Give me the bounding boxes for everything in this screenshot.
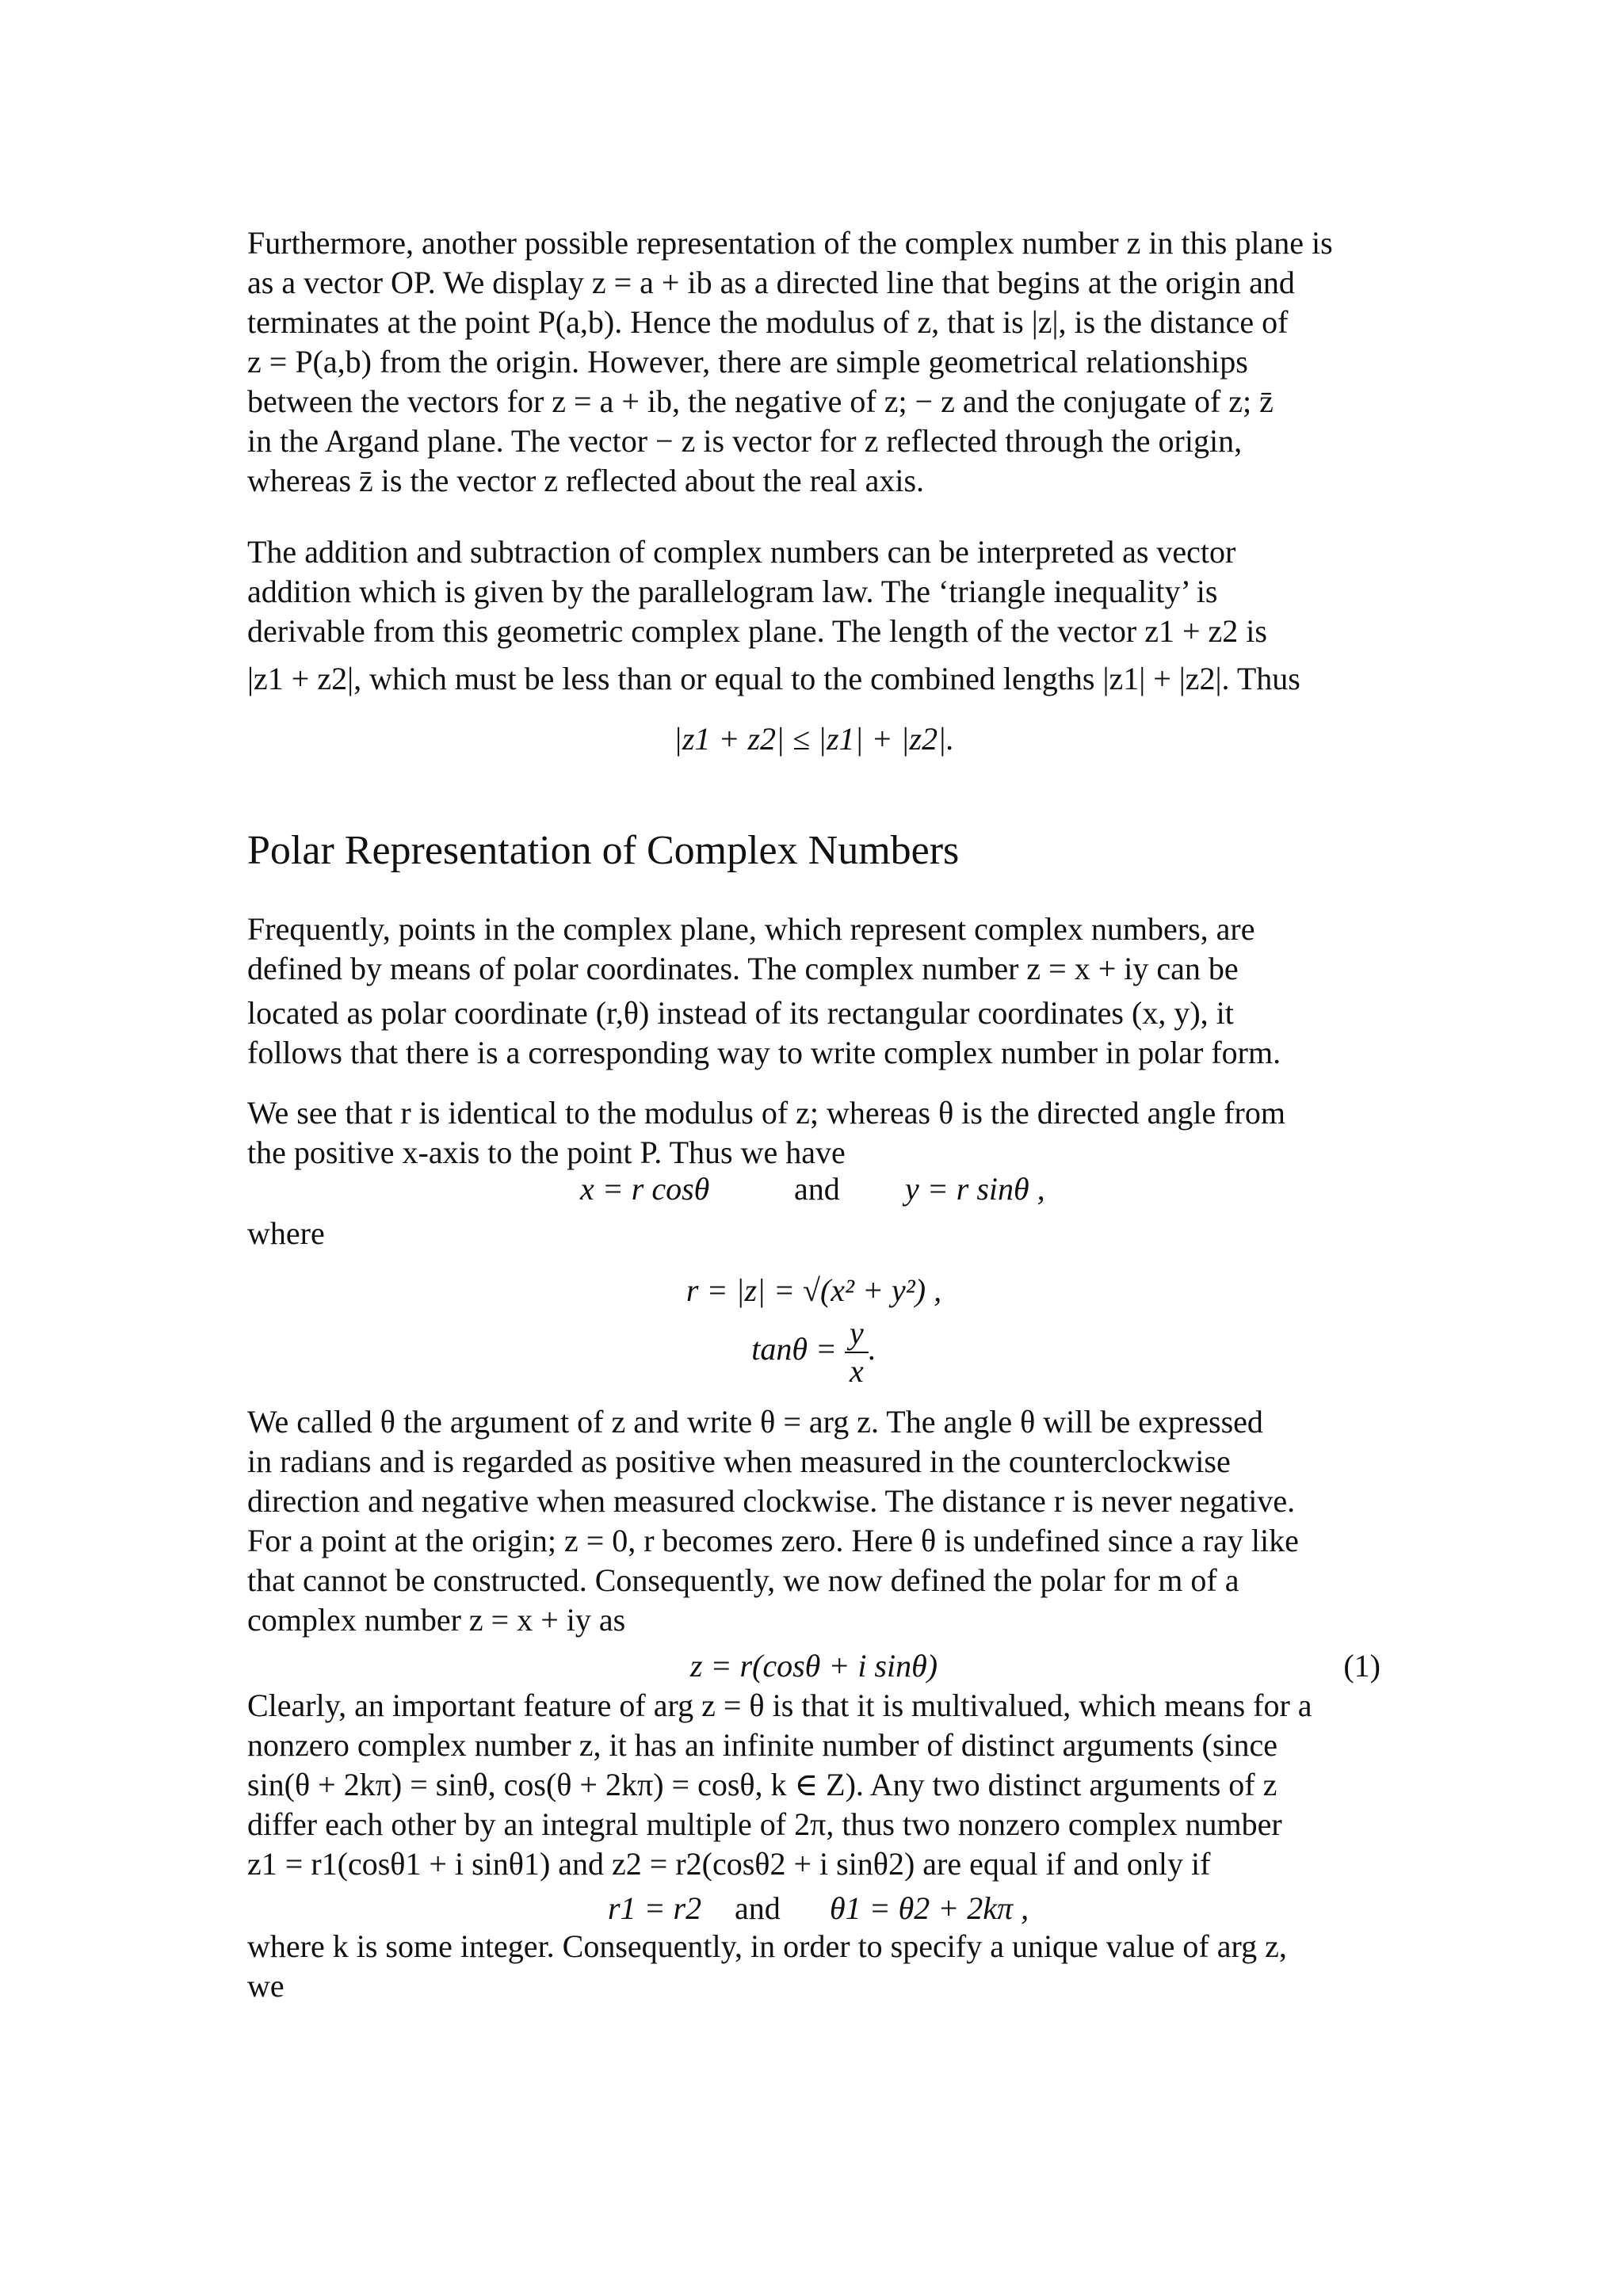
text-line: We see that r is identical to the modulus of z; whereas θ is the directed angle from — [247, 1095, 1285, 1131]
text-line: between the vectors for z = a + ib, the negative of z; − z and the conjugate of z; z̄ — [247, 383, 1274, 419]
text-line: differ each other by an integral multiple of 2π, thus two nonzero complex number — [247, 1806, 1282, 1842]
section-heading: Polar Representation of Complex Numbers — [247, 828, 960, 873]
text-line: Frequently, points in the complex plane, which represent complex numbers, are — [247, 911, 1255, 947]
text-line: located as polar coordinate (r,θ) instead of its rectangular coordinates (x, y), it — [247, 995, 1234, 1031]
paragraph-triangle-inequality — [247, 532, 1381, 699]
text-line: terminates at the point P(a,b). Hence the modulus of z, that is |z|, is the distance of — [247, 304, 1289, 340]
paragraph-polar-coordinates — [247, 910, 1381, 1073]
where-text: where — [247, 1215, 325, 1251]
paragraph-vector-representation — [247, 223, 1381, 501]
equation-tan-end: . — [868, 1331, 876, 1367]
equation-r-equal: r1 = r2 — [608, 1890, 702, 1926]
equation-triangle-inequality: |z1 + z2| ≤ |z1| + |z2|. — [673, 721, 955, 757]
text-line: nonzero complex number z, it has an infinite number of distinct arguments (since — [247, 1727, 1278, 1763]
text-line: addition which is given by the parallelogram law. The ‘triangle inequality’ is — [247, 574, 1218, 609]
equation-polar-form-text: z = r(cosθ + i sinθ) — [689, 1648, 938, 1684]
paragraph-argument — [247, 1402, 1381, 1640]
text-line: as a vector OP. We display z = a + ib as a directed line that begins at the origin and — [247, 265, 1295, 300]
text-line: z1 = r1(cosθ1 + i sinθ1) and z2 = r2(cosθ2 + i sinθ2) are equal if and only if — [247, 1846, 1211, 1882]
text-line: we — [247, 1968, 285, 2004]
text-line: For a point at the origin; z = 0, r becomes zero. Here θ is undefined since a ray like — [247, 1523, 1299, 1558]
text-line: follows that there is a corresponding way to write complex number in polar form. — [247, 1035, 1281, 1070]
text-line: |z1 + z2|, which must be less than or equal to the combined lengths |z1| + |z2|. Thus — [247, 661, 1300, 696]
fraction-denominator: x — [850, 1353, 864, 1389]
fraction — [845, 1315, 869, 1390]
equation-y: y = r sinθ , — [905, 1171, 1045, 1207]
text-line: We called θ the argument of z and write θ = arg z. The angle θ will be expressed — [247, 1404, 1263, 1440]
text-line: complex number z = x + iy as — [247, 1602, 626, 1638]
text-line: z = P(a,b) from the origin. However, there are simple geometrical relationships — [247, 344, 1248, 379]
text-line: that cannot be constructed. Consequently, we now defined the polar for m of a — [247, 1562, 1239, 1598]
equation-r: r = |z| = √(x² + y²) , — [685, 1272, 942, 1308]
text-line: whereas z̄ is the vector z reflected about the real axis. — [247, 463, 925, 498]
equation-tan-left: tanθ = — [751, 1331, 837, 1367]
equation-theta-equal: θ1 = θ2 + 2kπ , — [830, 1890, 1029, 1926]
text-line: where k is some integer. Consequently, in order to specify a unique value of arg z, — [247, 1928, 1287, 1964]
text-line: defined by means of polar coordinates. The complex number z = x + iy can be — [247, 951, 1239, 986]
text-line: Furthermore, another possible representation of the complex number z in this plane is — [247, 225, 1333, 261]
text-line: sin(θ + 2kπ) = sinθ, cos(θ + 2kπ) = cosθ, k ∈ Z). Any two distinct arguments of z — [247, 1767, 1277, 1802]
fraction-numerator: y — [845, 1315, 869, 1353]
and-text: and — [735, 1890, 781, 1926]
text-line: derivable from this geometric complex plane. The length of the vector z1 + z2 is — [247, 613, 1267, 649]
text-line: the positive x-axis to the point P. Thus we have — [247, 1135, 846, 1170]
paragraph-multivalued — [247, 1686, 1381, 1884]
text-line: in radians and is regarded as positive when measured in the counterclockwise — [247, 1444, 1231, 1479]
equation-polar-form — [247, 1646, 1381, 1686]
text-line: in the Argand plane. The vector − z is vector for z reflected through the origin, — [247, 423, 1243, 459]
text-line: The addition and subtraction of complex numbers can be interpreted as vector — [247, 534, 1236, 570]
equation-tan — [247, 1315, 1381, 1390]
equation-x: x = r cosθ — [580, 1171, 710, 1207]
paragraph-modulus-angle — [247, 1093, 1381, 1173]
and-text: and — [794, 1171, 840, 1207]
text-line: Clearly, an important feature of arg z = θ is that it is multivalued, which means for a — [247, 1688, 1312, 1723]
paragraph-unique-value — [247, 1927, 1381, 2006]
text-line: direction and negative when measured clockwise. The distance r is never negative. — [247, 1483, 1296, 1519]
equation-number: (1) — [1343, 1648, 1381, 1684]
